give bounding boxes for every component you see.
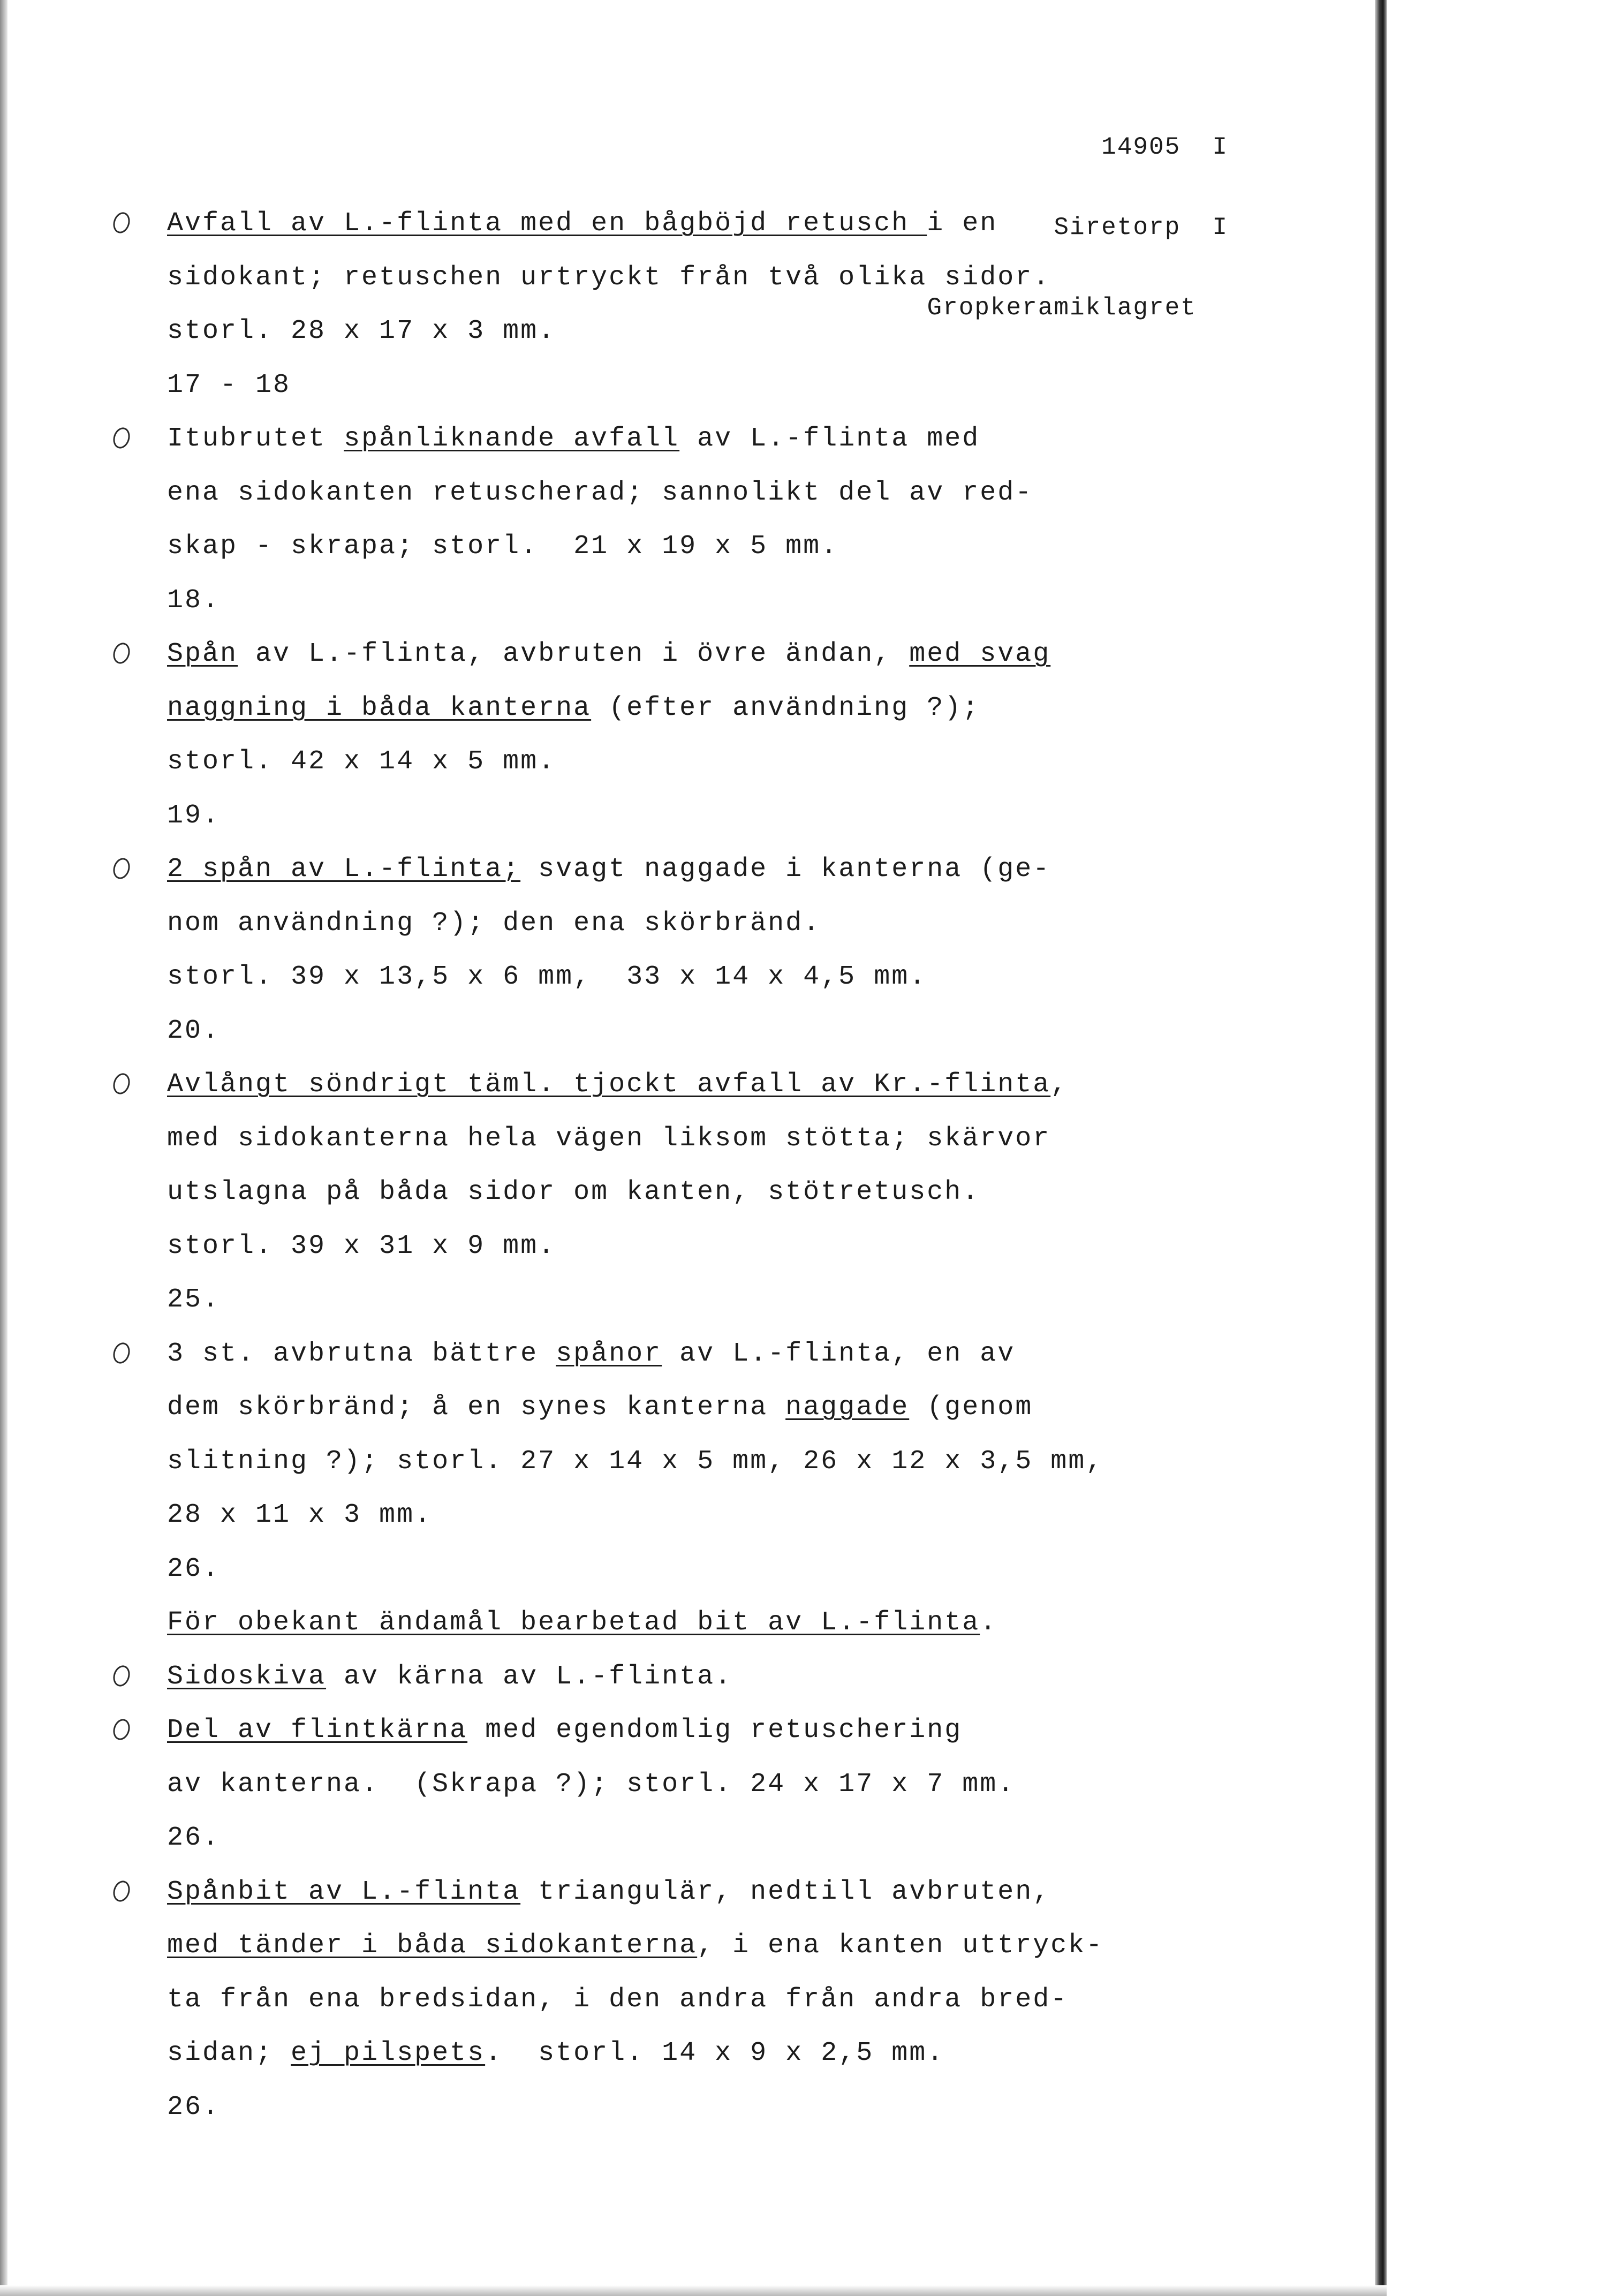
- entry-line: [167, 2091, 1184, 2148]
- catalog-entry: [167, 1717, 1184, 1878]
- text-segment: av kärna av L.-flinta.: [326, 1661, 733, 1692]
- entry-line: [167, 1071, 1184, 1125]
- entry-line: [167, 1986, 1184, 2040]
- text-segment: (efter användning ?);: [591, 692, 980, 723]
- text-segment: .: [980, 1607, 998, 1638]
- entry-line: [167, 1717, 1184, 1771]
- underlined-text: naggade: [785, 1392, 910, 1423]
- circle-mark-icon: [111, 1717, 133, 1742]
- text-segment: av L.-flinta, en av: [662, 1338, 1016, 1369]
- underlined-text: Spånbit av L.-flinta: [167, 1876, 521, 1907]
- catalog-entry: [167, 1878, 1184, 2148]
- entry-line: [167, 1394, 1184, 1448]
- text-segment: storl. 39 x 13,5 x 6 mm, 33 x 14 x 4,5 mm.: [167, 962, 927, 992]
- text-segment: med egendomlig retuschering: [467, 1715, 963, 1746]
- text-segment: 26.: [167, 2091, 221, 2123]
- entry-line: [167, 1230, 1184, 1287]
- entry-line: [167, 587, 1184, 641]
- entry-line: [167, 318, 1184, 372]
- scan-edge-left: [0, 0, 7, 2296]
- underlined-text: Del av flintkärna: [167, 1715, 468, 1746]
- circle-mark-icon: [111, 856, 133, 881]
- text-segment: Itubrutet: [167, 424, 344, 454]
- entry-line: [167, 369, 1184, 426]
- entry-line: [167, 1501, 1184, 1555]
- catalog-entry: [167, 856, 1184, 1071]
- entry-line: [167, 640, 1184, 694]
- text-segment: 19.: [167, 800, 221, 831]
- text-segment: sidokant; retuschen urtryckt från två olika sidor.: [167, 262, 1051, 293]
- text-segment: storl. 42 x 14 x 5 mm.: [167, 746, 556, 777]
- underlined-text: naggning i båda kanterna: [167, 692, 592, 723]
- text-segment: 28 x 11 x 3 mm.: [167, 1500, 433, 1530]
- entry-line: [167, 963, 1184, 1017]
- entry-line: [167, 1824, 1184, 1878]
- text-segment: av L.-flinta, avbruten i övre ändan,: [238, 639, 910, 669]
- underlined-text: Spån: [167, 639, 238, 669]
- underlined-text: Sidoskiva: [167, 1661, 327, 1692]
- text-segment: ena sidokanten retuscherad; sannolikt del av red-: [167, 477, 1033, 508]
- text-segment: i en: [927, 208, 998, 239]
- circle-mark-icon: [111, 210, 133, 235]
- entry-line: [167, 2040, 1184, 2094]
- entry-line: [167, 1663, 1184, 1717]
- text-segment: ,: [1050, 1069, 1069, 1100]
- circle-mark-icon: [111, 1663, 133, 1688]
- text-segment: 20.: [167, 1015, 221, 1046]
- text-segment: utslagna på båda sidor om kanten, stötretusch.: [167, 1177, 980, 1207]
- entry-line: [167, 1179, 1184, 1233]
- circle-mark-icon: [111, 640, 133, 666]
- catalog-entry: [167, 1340, 1184, 1610]
- text-segment: 3 st. avbrutna bättre: [167, 1338, 556, 1369]
- underlined-text: med svag: [909, 639, 1051, 669]
- text-segment: slitning ?); storl. 27 x 14 x 5 mm, 26 x 12 x 3,5 mm,: [167, 1446, 1104, 1477]
- entry-line: [167, 1286, 1184, 1340]
- text-segment: triangulär, nedtill avbruten,: [520, 1876, 1051, 1907]
- entry-line: [167, 1448, 1184, 1502]
- catalog-number: 14905 I: [1101, 133, 1228, 161]
- entry-line: [167, 210, 1184, 264]
- entry-line: [167, 910, 1184, 964]
- text-segment: med sidokanterna hela vägen liksom stötta; skärvor: [167, 1123, 1051, 1154]
- text-segment: av kanterna. (Skrapa ?); storl. 24 x 17 x 7 mm.: [167, 1769, 1016, 1800]
- underlined-text: Avlångt söndrigt täml. tjockt avfall av Kr.-flinta: [167, 1069, 1051, 1100]
- entry-line: [167, 425, 1184, 479]
- underlined-text: spånor: [556, 1338, 662, 1369]
- catalog-entry: [167, 210, 1184, 425]
- text-segment: . storl. 14 x 9 x 2,5 mm.: [485, 2038, 945, 2068]
- entry-line: [167, 802, 1184, 856]
- site-name: Siretorp I: [1054, 214, 1228, 241]
- underlined-text: med tänder i båda sidokanterna: [167, 1930, 698, 1961]
- underlined-text: ej pilspets: [291, 2038, 486, 2068]
- circle-mark-icon: [111, 425, 133, 450]
- underlined-text: 2 spån av L.-flinta;: [167, 854, 521, 885]
- catalog-entry: [167, 1071, 1184, 1340]
- text-segment: 25.: [167, 1285, 221, 1315]
- entry-line: [167, 1017, 1184, 1071]
- entry-line: [167, 1609, 1184, 1663]
- entry-line: [167, 694, 1184, 749]
- text-segment: 26.: [167, 1823, 221, 1853]
- circle-mark-icon: [111, 1878, 133, 1904]
- text-segment: svagt naggade i kanterna (ge-: [520, 854, 1051, 885]
- text-segment: 17 - 18: [167, 369, 291, 401]
- text-segment: dem skörbränd; å en synes kanterna: [167, 1392, 786, 1423]
- catalog-entry: [167, 640, 1184, 856]
- text-segment: sidan;: [167, 2038, 291, 2068]
- circle-mark-icon: [111, 1340, 133, 1365]
- underlined-text: spånliknande avfall: [344, 424, 680, 454]
- text-segment: (genom: [909, 1392, 1033, 1423]
- text-segment: av L.-flinta med: [679, 424, 980, 454]
- entry-line: [167, 533, 1184, 587]
- entry-line: [167, 1555, 1184, 1610]
- text-segment: , i ena kanten uttryck-: [697, 1930, 1104, 1961]
- underlined-text: Avfall av L.-flinta med en bågböjd retusch: [167, 208, 927, 239]
- text-segment: skap - skrapa; storl. 21 x 19 x 5 mm.: [167, 531, 839, 562]
- entry-line: [167, 1878, 1184, 1932]
- entry-line: [167, 856, 1184, 910]
- text-segment: nom användning ?); den ena skörbränd.: [167, 908, 821, 939]
- entry-line: [167, 1125, 1184, 1179]
- text-segment: 18.: [167, 585, 221, 616]
- underlined-text: För obekant ändamål bearbetad bit av L.-flinta: [167, 1607, 980, 1638]
- entry-line: [167, 264, 1184, 318]
- scan-background-right: [1375, 0, 1619, 2296]
- layer-name: Gropkeramiklagret: [927, 294, 1228, 322]
- entry-line: [167, 748, 1184, 802]
- text-segment: storl. 39 x 31 x 9 mm.: [167, 1230, 556, 1262]
- catalog-entry: [167, 1609, 1184, 1663]
- entry-line: [167, 479, 1184, 533]
- catalog-entry: [167, 425, 1184, 640]
- text-segment: storl. 28 x 17 x 3 mm.: [167, 316, 556, 346]
- catalog-entry: [167, 1663, 1184, 1717]
- text-segment: ta från ena bredsidan, i den andra från andra bred-: [167, 1984, 1069, 2015]
- entry-line: [167, 1340, 1184, 1394]
- text-segment: 26.: [167, 1553, 221, 1584]
- entry-line: [167, 1932, 1184, 1986]
- scan-edge-right: [1375, 0, 1387, 2296]
- catalog-entries: [167, 210, 1184, 2147]
- circle-mark-icon: [111, 1071, 133, 1096]
- entry-line: [167, 1771, 1184, 1825]
- scan-edge-bottom: [0, 2285, 1387, 2296]
